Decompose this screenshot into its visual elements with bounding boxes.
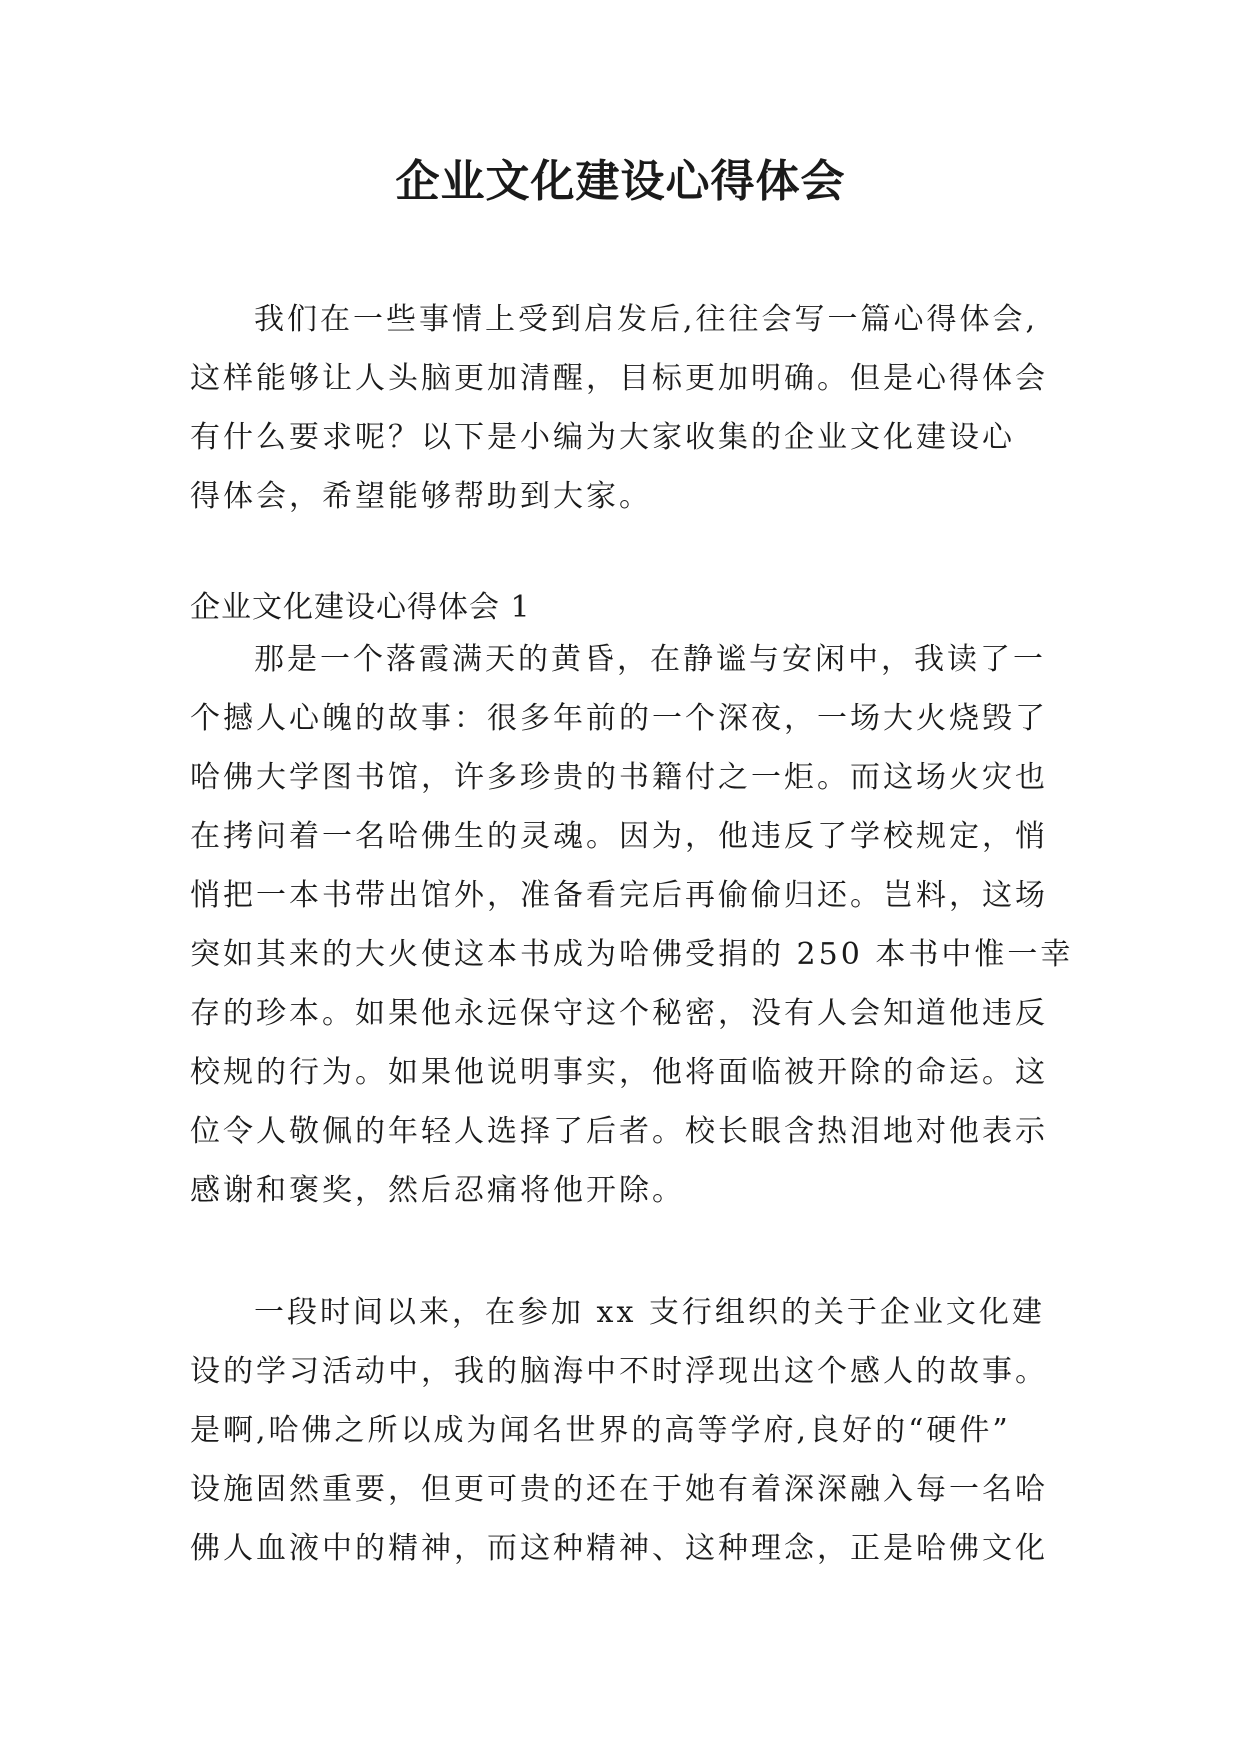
story-line: 那是一个落霞满天的黄昏，在静谧与安闲中，我读了一: [254, 642, 1046, 677]
story-line: 哈佛大学图书馆，许多珍贵的书籍付之一炬。而这场火灾也: [190, 760, 1048, 795]
intro-line: 我们在一些事情上受到启发后,往往会写一篇心得体会,: [254, 302, 1039, 337]
intro-line: 有什么要求呢？以下是小编为大家收集的企业文化建设心: [190, 420, 1015, 455]
reflection-line: 设的学习活动中，我的脑海中不时浮现出这个感人的故事。: [190, 1354, 1048, 1389]
story-line: 突如其来的大火使这本书成为哈佛受捐的 250 本书中惟一幸: [190, 937, 1074, 972]
story-line: 个撼人心魄的故事：很多年前的一个深夜，一场大火烧毁了: [190, 701, 1048, 736]
story-line: 存的珍本。如果他永远保守这个秘密，没有人会知道他违反: [190, 996, 1048, 1031]
intro-paragraph: [190, 290, 1050, 526]
story-line: 位令人敬佩的年轻人选择了后者。校长眼含热泪地对他表示: [190, 1114, 1048, 1149]
reflection-line: 是啊,哈佛之所以成为闻名世界的高等学府,良好的“硬件”: [190, 1413, 1011, 1448]
story-line: 在拷问着一名哈佛生的灵魂。因为，他违反了学校规定，悄: [190, 819, 1048, 854]
reflection-line: 设施固然重要，但更可贵的还在于她有着深深融入每一名哈: [190, 1472, 1048, 1507]
reflection-line: 一段时间以来，在参加 xx 支行组织的关于企业文化建: [254, 1295, 1045, 1330]
intro-line: 得体会，希望能够帮助到大家。: [190, 479, 652, 514]
story-paragraph: [190, 630, 1074, 1220]
section-heading: 企业文化建设心得体会 1: [190, 590, 531, 625]
reflection-line: 佛人血液中的精神，而这种精神、这种理念，正是哈佛文化: [190, 1531, 1048, 1566]
story-line: 悄把一本书带出馆外，准备看完后再偷偷归还。岂料，这场: [190, 878, 1048, 913]
story-line: 校规的行为。如果他说明事实，他将面临被开除的命运。这: [190, 1055, 1048, 1090]
intro-line: 这样能够让人头脑更加清醒，目标更加明确。但是心得体会: [190, 361, 1048, 396]
reflection-paragraph: [190, 1283, 1050, 1578]
document-title: 企业文化建设心得体会: [395, 156, 846, 207]
story-line: 感谢和褒奖，然后忍痛将他开除。: [190, 1173, 685, 1208]
